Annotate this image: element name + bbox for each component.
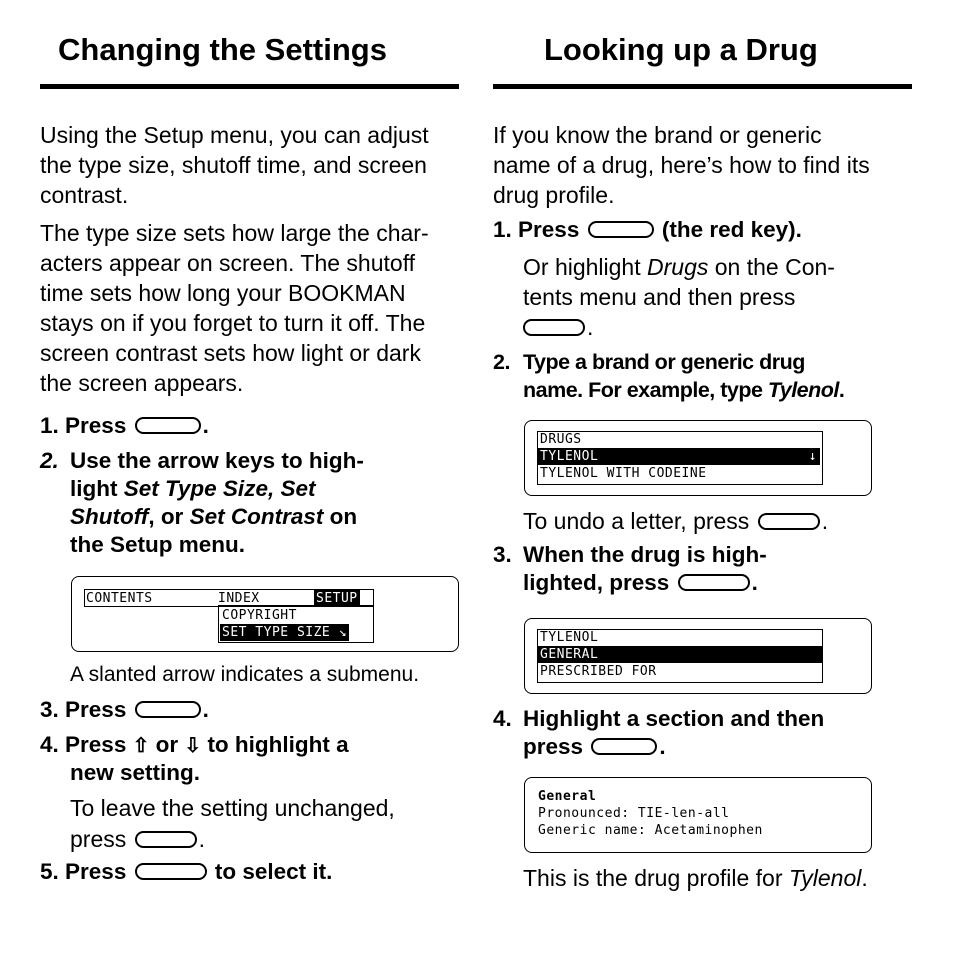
step-2-line-2: name. For example, type Tylenol. (523, 378, 845, 402)
profile-footer: This is the drug profile for Tylenol. (523, 865, 868, 891)
lcd-header-drugs: DRUGS (540, 432, 582, 447)
step-2-line-1: Type a brand or generic drug (523, 350, 805, 374)
step-1-note-line-1: Or highlight Drugs on the Con- (523, 254, 835, 280)
intro-line-3: contrast. (40, 182, 129, 208)
key-icon (135, 831, 197, 848)
para-line-5: screen contrast sets how light or dark (40, 340, 421, 366)
step-2-line-3: Shutoff, or Set Contrast on (70, 504, 358, 529)
section-title-drug: Looking up a Drug (544, 32, 818, 67)
intro-line-3: drug profile. (493, 182, 615, 208)
step-1-note-line-3: . (523, 312, 593, 342)
menu-setup: SETUP (316, 591, 358, 606)
title-rule (493, 84, 912, 89)
lcd-profile-title: General (538, 789, 597, 804)
lcd-item-prescribed-for: PRESCRIBED FOR (540, 664, 657, 679)
step-4-line-2: new setting. (70, 760, 201, 785)
lcd-item-tylenol-codeine: TYLENOL WITH CODEINE (540, 466, 707, 481)
title-rule (40, 84, 459, 89)
scroll-indicator-icon: ↓ (808, 449, 817, 464)
key-icon (135, 417, 201, 434)
lcd-profile-generic: Generic name: Acetaminophen (538, 823, 763, 838)
step-number: 2. (493, 350, 510, 374)
para-line-1: The type size sets how large the char- (40, 220, 429, 246)
key-icon (678, 574, 750, 591)
up-arrow-icon: ⇧ (132, 735, 150, 757)
step-3-line-2: lighted, press . (523, 570, 758, 595)
lcd-screen-setup (71, 576, 459, 652)
intro-line-1: If you know the brand or generic (493, 122, 822, 148)
para-line-2: acters appear on screen. The shutoff (40, 250, 416, 276)
lcd-screen-profile (524, 777, 872, 853)
section-title-settings: Changing the Settings (58, 32, 387, 67)
step-2-line-1: Use the arrow keys to high- (70, 448, 364, 473)
submenu-arrow-icon: ↘ (338, 625, 347, 640)
step-text: Press (65, 413, 127, 438)
key-icon (523, 319, 585, 336)
lcd-item-tylenol-highlighted: TYLENOL ↓ (538, 448, 820, 465)
step-3: 3. Press . (40, 697, 209, 722)
step-number: 1. (40, 413, 59, 438)
submenu-note: A slanted arrow indicates a submenu. (70, 663, 420, 686)
red-key-icon (588, 221, 654, 238)
step-2-line-2: light Set Type Size, Set (70, 476, 316, 501)
submenu-set-type-size: SET TYPE SIZE ↘ (222, 625, 347, 640)
step-1: 1. Press . (40, 413, 209, 438)
para-line-3: time sets how long your BOOKMAN (40, 280, 406, 306)
para-line-6: the screen appears. (40, 370, 244, 396)
lcd-profile-pronounced: Pronounced: TIE-len-all (538, 806, 730, 821)
unchanged-note-line-1: To leave the setting unchanged, (70, 795, 395, 821)
step-1: 1. Press (the red key). (493, 217, 802, 242)
key-icon (758, 513, 820, 530)
menu-contents: CONTENTS (86, 591, 153, 606)
lcd-item-general-highlighted: GENERAL (538, 646, 822, 663)
step-4-line-2: press . (523, 734, 666, 759)
submenu-copyright: COPYRIGHT (222, 608, 297, 623)
undo-note: To undo a letter, press . (523, 508, 829, 534)
lcd-screen-tylenol (524, 618, 872, 694)
step-number: 2. (40, 448, 59, 473)
key-icon (135, 863, 207, 880)
unchanged-note-line-2: press . (70, 826, 206, 852)
intro-line-2: name of a drug, here’s how to find its (493, 152, 870, 178)
intro-line-2: the type size, shutoff time, and screen (40, 152, 427, 178)
menu-index: INDEX (218, 591, 260, 606)
lcd-screen-drugs (524, 420, 872, 496)
key-icon (591, 738, 657, 755)
step-1-note-line-2: tents menu and then press (523, 284, 796, 310)
down-arrow-icon: ⇩ (184, 735, 202, 757)
step-number: 4. (493, 706, 512, 731)
lcd-header-tylenol: TYLENOL (540, 630, 599, 645)
step-4-line-1: 4. Press ⇧ or ⇩ to highlight a (40, 731, 349, 760)
step-5: 5. Press to select it. (40, 859, 333, 884)
step-4-line-1: Highlight a section and then (523, 706, 825, 731)
intro-line-1: Using the Setup menu, you can adjust (40, 122, 429, 148)
para-line-4: stays on if you forget to turn it off. The (40, 310, 426, 336)
step-2-line-4: the Setup menu. (70, 532, 246, 557)
key-icon (135, 701, 201, 718)
step-number: 3. (493, 542, 512, 567)
step-3-line-1: When the drug is high- (523, 542, 767, 567)
